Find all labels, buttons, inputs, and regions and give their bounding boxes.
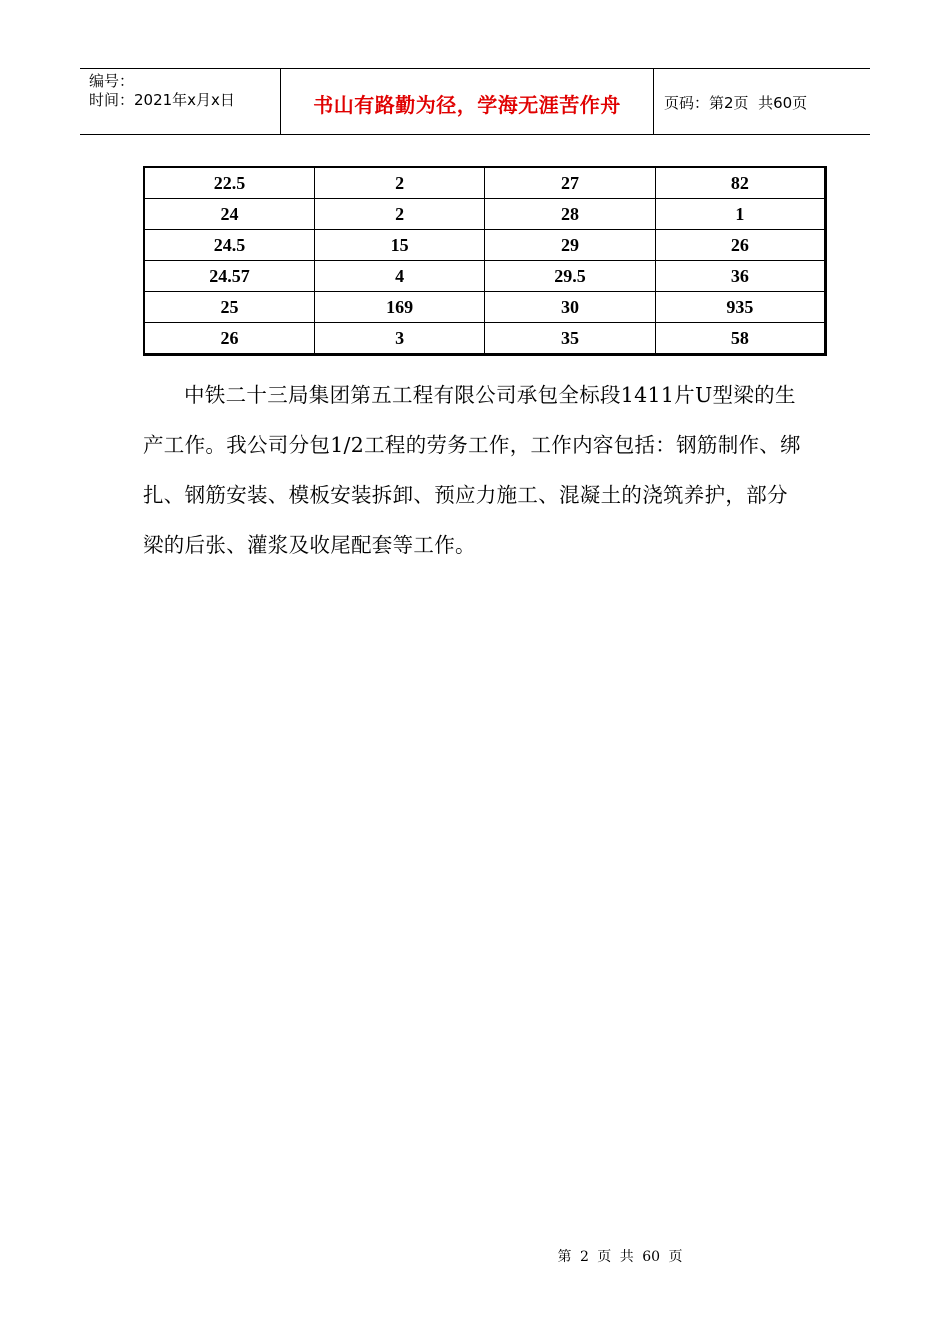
table-cell: 26 [655,230,825,261]
table-cell: 3 [314,323,484,355]
body-paragraph: 中铁二十三局集团第五工程有限公司承包全标段1411片U型梁的生产工作。我公司分包1/2工程的劳务工作，工作内容包括：钢筋制作、绑扎、钢筋安装、模板安装拆卸、预应力施工、混凝土的浇筑养护，部分梁的后张、灌浆及收尾配套等工作。 [143,383,801,557]
table-cell: 169 [314,292,484,323]
table-row [144,230,826,261]
table-cell: 2 [314,199,484,230]
table-cell: 4 [314,261,484,292]
header-meta [80,69,281,134]
table-cell: 35 [485,323,655,355]
motto-text: 书山有路勤为径，学海无涯苦作舟 [313,93,621,117]
table-cell: 28 [485,199,655,230]
table-row [144,261,826,292]
page-footer [0,1246,950,1266]
table-cell: 29.5 [485,261,655,292]
number-label: 编号： [89,72,135,90]
data-table [143,166,827,356]
table-cell: 2 [314,167,484,199]
table-cell: 36 [655,261,825,292]
page-header [80,68,870,135]
header-motto-cell [281,69,654,134]
page-info-text: 页码：第2页 共60页 [664,94,808,112]
table-cell: 24.5 [144,230,314,261]
table-cell: 24 [144,199,314,230]
table-cell: 29 [485,230,655,261]
table-cell: 25 [144,292,314,323]
table-cell: 24.57 [144,261,314,292]
table-cell: 82 [655,167,825,199]
table-cell: 30 [485,292,655,323]
table-row [144,323,826,355]
table-cell: 935 [655,292,825,323]
table-cell: 58 [655,323,825,355]
header-page-info [654,69,870,134]
table-row [144,292,826,323]
table-cell: 22.5 [144,167,314,199]
table-cell: 27 [485,167,655,199]
table-cell: 1 [655,199,825,230]
table-cell: 15 [314,230,484,261]
footer-page-number: 第 2 页 共 60 页 [557,1249,683,1265]
table-row [144,167,826,199]
table-row [144,199,826,230]
date-label: 时间：2021年x月x日 [89,91,235,109]
table-cell: 26 [144,323,314,355]
